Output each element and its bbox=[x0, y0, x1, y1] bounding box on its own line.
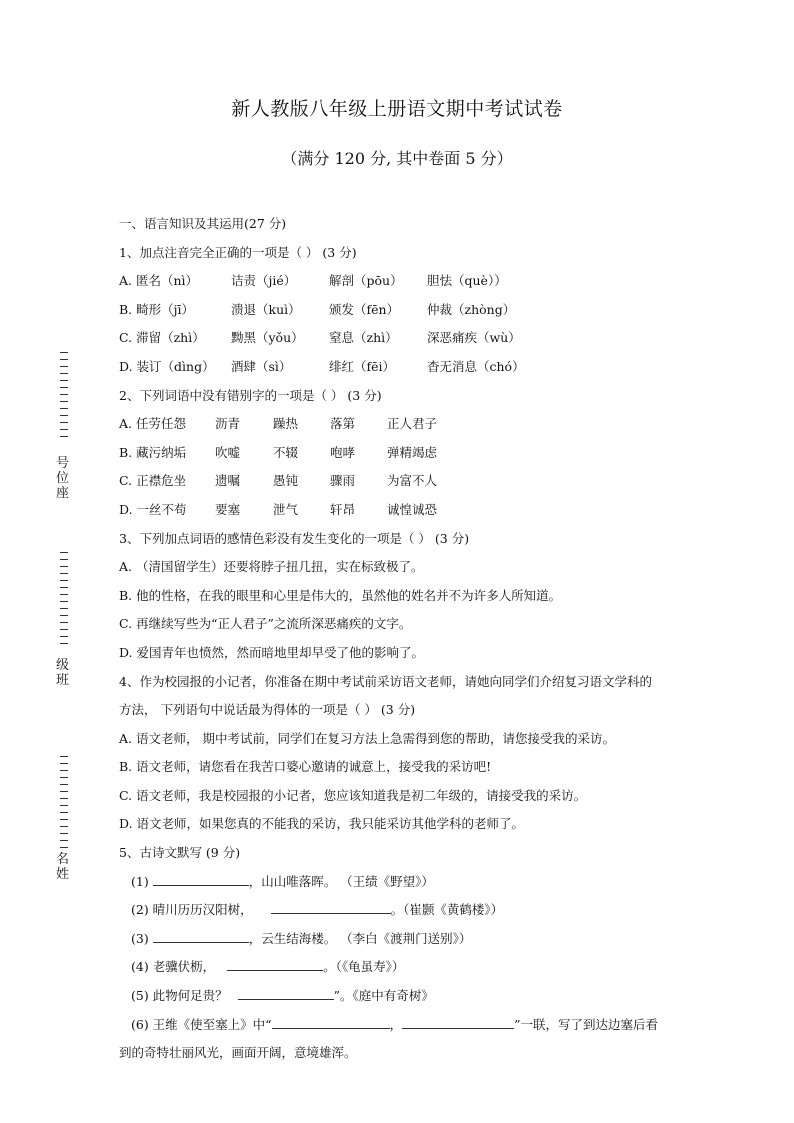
answer-blank[interactable] bbox=[271, 899, 391, 914]
seat-number-label: 号位座 bbox=[56, 456, 70, 501]
question-4-option-b: B. 语文老师，请您看在我苦口婆心邀请的诚意上，接受我的采访吧! bbox=[119, 759, 492, 775]
answer-blank[interactable] bbox=[238, 985, 334, 1000]
question-3-option-c: C. 再继续写些为“正人君子”之流所深恶痛疾的文字。 bbox=[119, 616, 412, 632]
question-2-option-d: D. 一丝不苟 要塞 泄气 轩昂 诚惶诚恐 bbox=[119, 501, 438, 517]
answer-blank[interactable] bbox=[402, 1014, 514, 1029]
answer-blank[interactable] bbox=[227, 956, 323, 971]
question-2-option-a: A. 任劳任怨 沥青 躁热 落第 正人君子 bbox=[119, 416, 438, 432]
question-1-option-a: A. 匿名（nì） 诘责（jié） 解剖（pōu） 胆怯（què）） bbox=[119, 273, 507, 289]
poem-line-2: (2) 晴川历历汉阳树， 。（崔颢《黄鹤楼》） bbox=[119, 896, 724, 925]
question-3-option-a: A. （清国留学生）还要将脖子扭几扭，实在标致极了。 bbox=[119, 559, 424, 575]
question-3-option-b: B. 他的性格，在我的眼里和心里是伟大的，虽然他的姓名并不为许多人所知道。 bbox=[119, 587, 562, 603]
question-1-stem: 1、加点注音完全正确的一项是（ ） (3 分) bbox=[119, 244, 357, 260]
question-5-stem: 5、古诗文默写 (9 分) bbox=[119, 845, 241, 861]
class-dash-line bbox=[60, 552, 68, 650]
answer-blank[interactable] bbox=[153, 871, 249, 886]
question-1-option-b: B. 畸形（jī） 溃退（kuì） 颁发（fēn） 仲裁（zhòng） bbox=[119, 301, 516, 317]
question-4-option-c: C. 语文老师，我是校园报的小记者，您应该知道我是初二年级的，请接受我的采访。 bbox=[119, 787, 587, 803]
exam-body bbox=[119, 210, 724, 1068]
question-4-stem: 4、作为校园报的小记者，你准备在期中考试前采访语文老师，请她向同学们介绍复习语文学科的 bbox=[119, 673, 652, 689]
poem-line-6-continued: 到的奇特壮丽风光，画面开阔，意境雄浑。 bbox=[119, 1045, 357, 1061]
question-2-option-b: B. 藏污纳垢 吹嘘 不辍 咆哮 弹精竭虑 bbox=[119, 444, 438, 460]
section-heading: 一、语言知识及其运用(27 分) bbox=[119, 216, 287, 231]
seat-dash-line bbox=[60, 352, 68, 443]
exam-title: 新人教版八年级上册语文期中考试试卷 bbox=[231, 98, 563, 120]
poem-line-1: (1) ，山山唯落晖。 （王绩《野望》） bbox=[119, 868, 724, 897]
question-4-option-a: A. 语文老师， 期中考试前，同学们在复习方法上急需得到您的帮助，请您接受我的采访。 bbox=[119, 730, 615, 746]
question-4-stem-continued: 方法， 下列语句中说话最为得体的一项是（ ） (3 分) bbox=[119, 702, 416, 718]
question-1-option-d: D. 装订（dìng） 酒肆（sì） 绯红（fēi） 杳无消息（chó） bbox=[119, 358, 525, 374]
poem-line-4: (4) 老骥伏枥， 。（《龟虽寿》） bbox=[119, 953, 724, 982]
question-3-option-d: D. 爱国青年也愤然，然而暗地里却早受了他的影响了。 bbox=[119, 644, 425, 660]
question-1-option-c: C. 滞留（zhì） 黝黑（yǒu） 窒息（zhì） 深恶痛疾（wù） bbox=[119, 330, 521, 346]
answer-blank[interactable] bbox=[272, 1014, 390, 1029]
poem-line-6: (6) 王维《使至塞上》中“ ， ”一联，写了到达边塞后看 bbox=[119, 1011, 724, 1040]
question-2-stem: 2、下列词语中没有错别字的一项是（ ） (3 分) bbox=[119, 387, 382, 403]
class-label: 级班 bbox=[56, 658, 70, 688]
question-3-stem: 3、下列加点词语的感情色彩没有发生变化的一项是（ ） (3 分) bbox=[119, 530, 470, 546]
name-label: 名姓 bbox=[56, 852, 70, 882]
poem-line-3: (3) ，云生结海楼。 （李白《渡荆门送别》） bbox=[119, 925, 724, 954]
name-dash-line bbox=[60, 756, 68, 854]
exam-subtitle: （满分 120 分, 其中卷面 5 分） bbox=[281, 149, 513, 168]
answer-blank[interactable] bbox=[153, 928, 249, 943]
poem-line-5: (5) 此物何足贵？ ”。《庭中有奇树》 bbox=[119, 982, 724, 1011]
question-2-option-c: C. 正襟危坐 遗嘱 愚钝 骤雨 为富不人 bbox=[119, 473, 438, 489]
question-4-option-d: D. 语文老师，如果您真的不能我的采访，我只能采访其他学科的老师了。 bbox=[119, 816, 525, 832]
